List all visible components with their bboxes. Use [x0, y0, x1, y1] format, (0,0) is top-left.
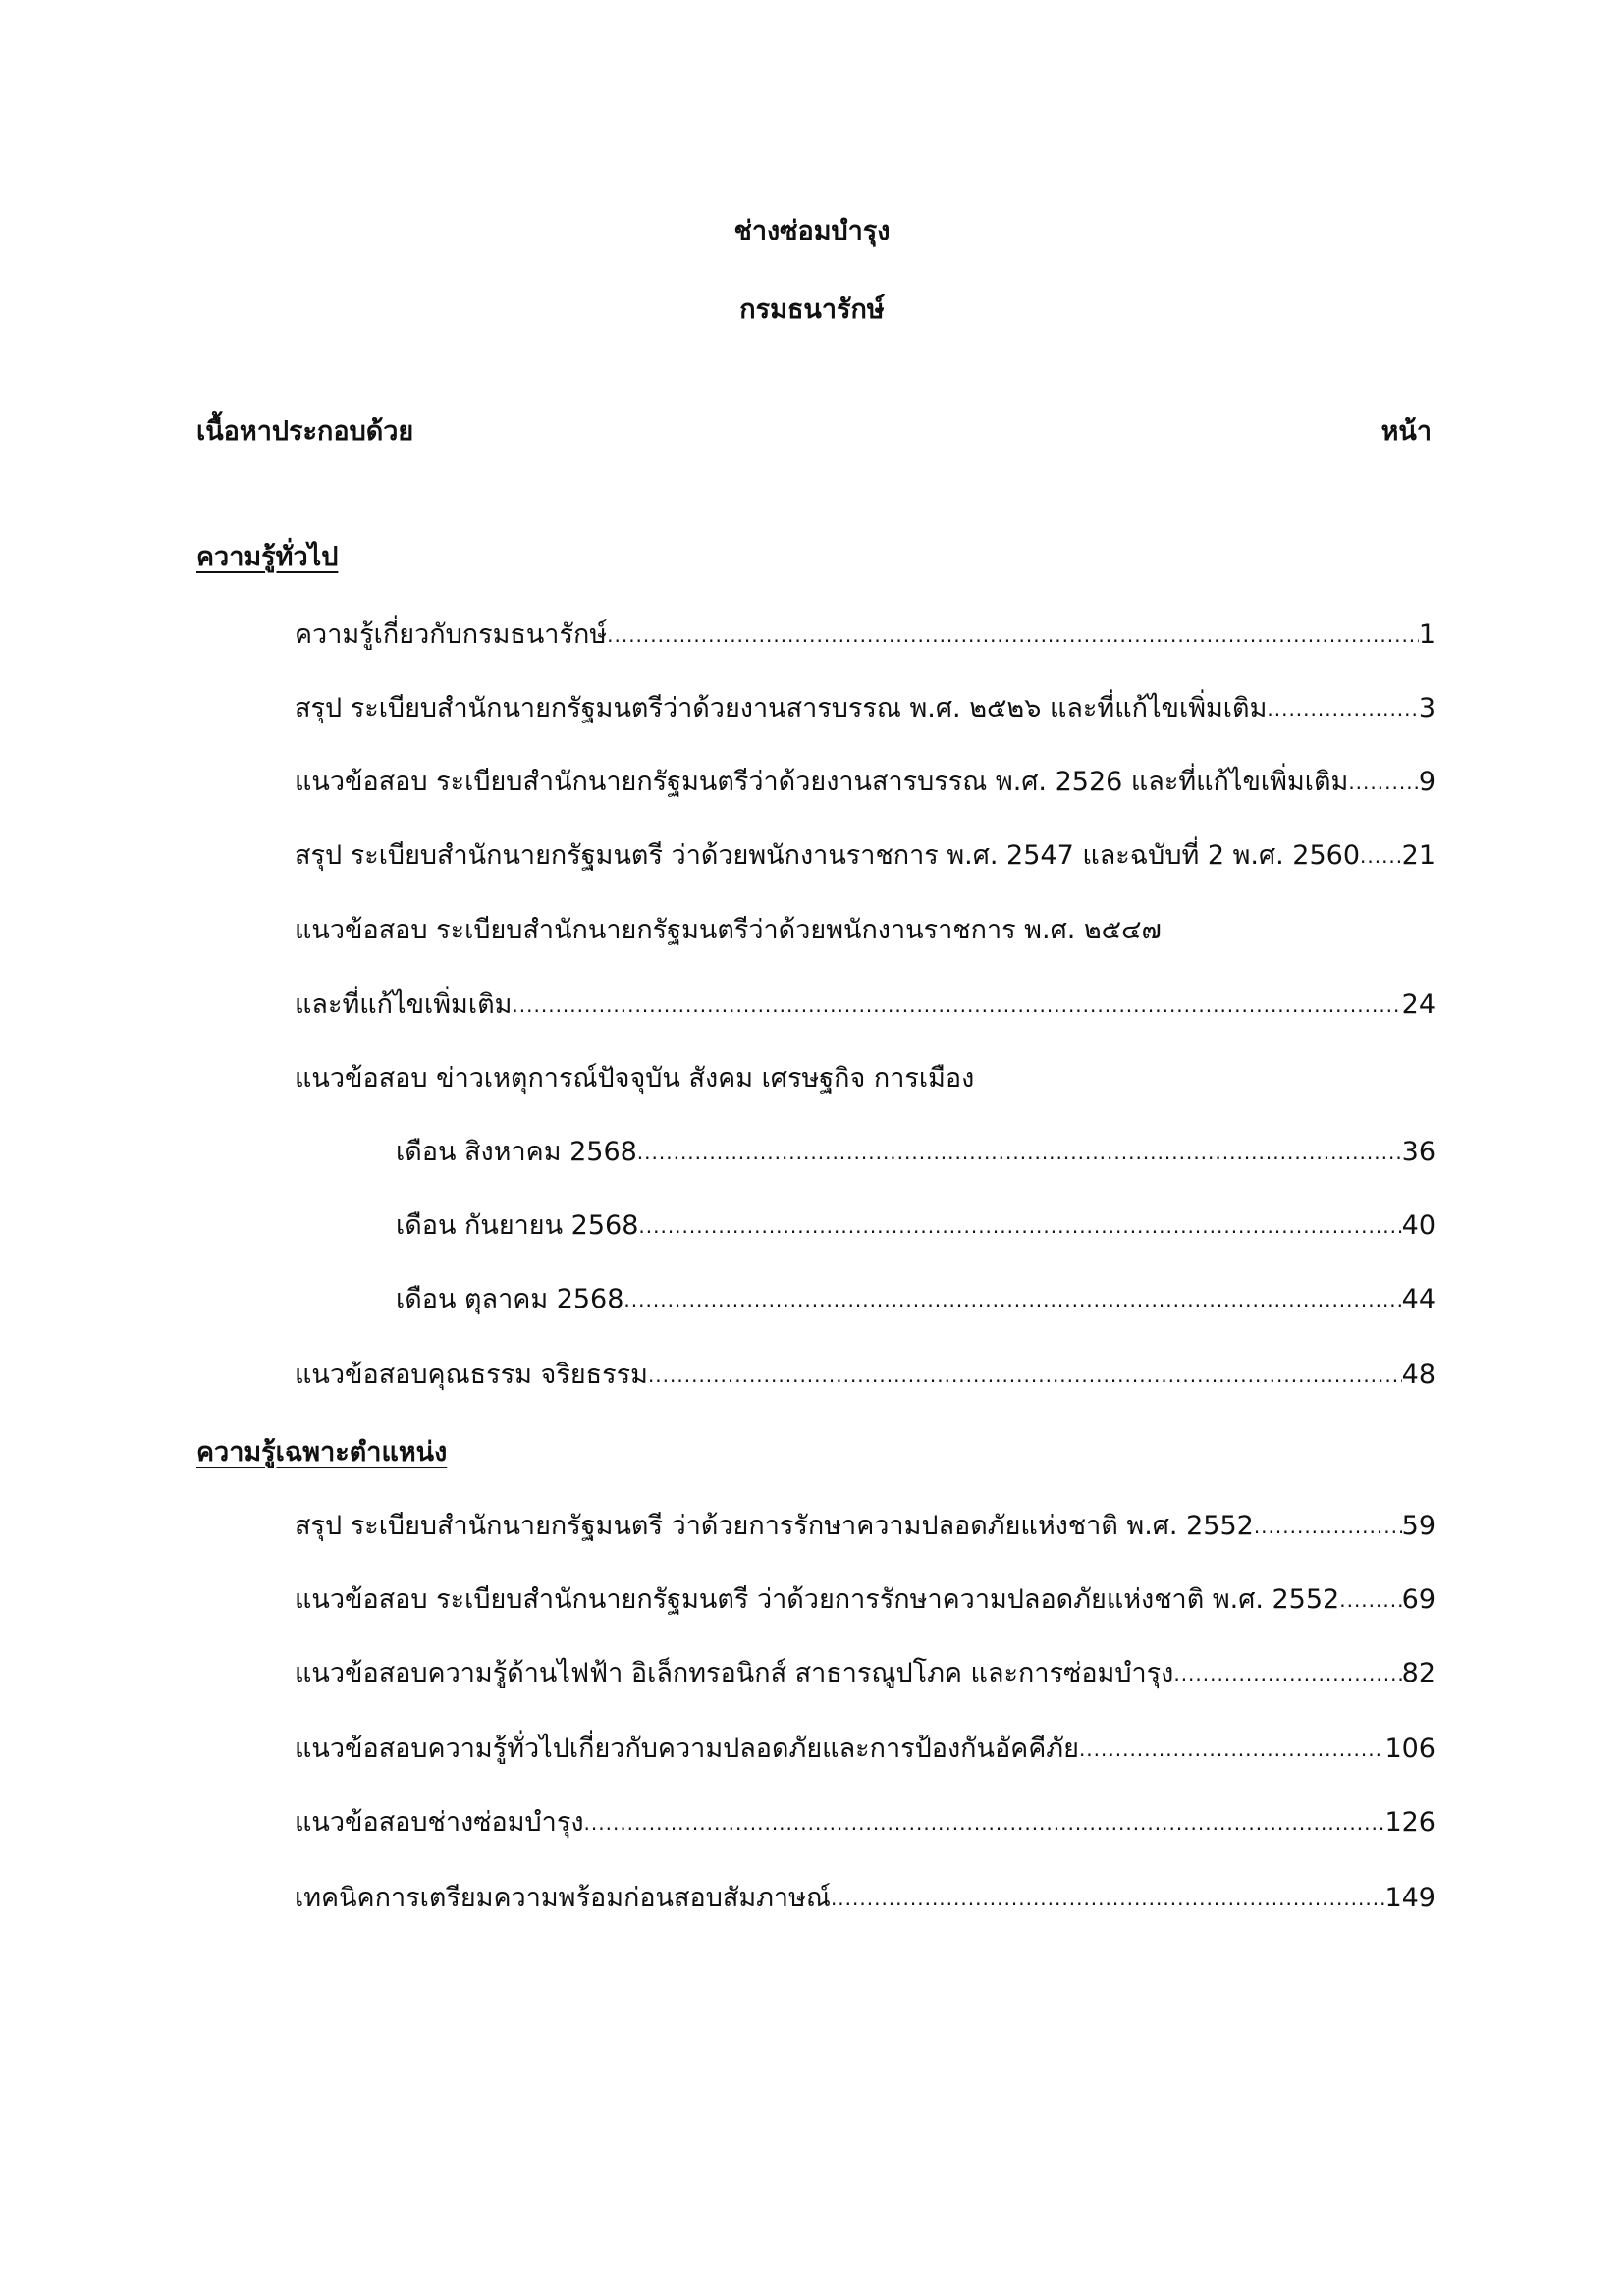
dot-leader	[1079, 1728, 1385, 1771]
toc-entry-page: 21	[1401, 840, 1435, 871]
toc-entry-label: แนวข้อสอบช่างซ่อมบำรุง	[295, 1807, 584, 1838]
page-column-heading: หน้า	[1380, 416, 1432, 447]
toc-entry-label: สรุป ระเบียบสำนักนายกรัฐมนตรี ว่าด้วยการรักษาความปลอดภัยแห่งชาติ พ.ศ. 2552	[295, 1511, 1254, 1541]
toc-entry-page: 9	[1418, 767, 1435, 797]
dot-leader	[1339, 1578, 1401, 1622]
toc-entry-label: แนวข้อสอบความรู้ด้านไฟฟ้า อิเล็กทรอนิกส์ สาธารณูปโภค และการซ่อมบำรุง	[295, 1658, 1174, 1688]
toc-entry-page: 126	[1384, 1807, 1435, 1838]
toc-entry[interactable]	[295, 1652, 1435, 1695]
dot-leader	[1348, 761, 1418, 804]
dot-leader	[1360, 834, 1402, 878]
toc-entry-label: แนวข้อสอบ ระเบียบสำนักนายกรัฐมนตรีว่าด้วยงานสารบรรณ พ.ศ. 2526 และที่แก้ไขเพิ่มเติม	[295, 767, 1349, 797]
toc-entry-label: สรุป ระเบียบสำนักนายกรัฐมนตรีว่าด้วยงานสารบรรณ พ.ศ. ๒๕๒๖ และที่แก้ไขเพิ่มเติม	[295, 693, 1268, 723]
toc-entry-heading: แนวข้อสอบ ระเบียบสำนักนายกรัฐมนตรีว่าด้วยพนักงานราชการ พ.ศ. ๒๕๔๗	[295, 915, 1162, 945]
toc-entry[interactable]	[295, 834, 1435, 878]
dot-leader	[831, 1877, 1385, 1920]
toc-entry-label: สรุป ระเบียบสำนักนายกรัฐมนตรี ว่าด้วยพนักงานราชการ พ.ศ. 2547 และฉบับที่ 2 พ.ศ. 2560	[295, 840, 1360, 871]
dot-leader	[648, 1354, 1402, 1397]
toc-entry[interactable]	[295, 687, 1435, 730]
document-title: ช่างซ่อมบำรุง	[733, 216, 891, 246]
dot-leader	[512, 984, 1401, 1027]
section-heading: ความรู้เฉพาะตำแหน่ง	[196, 1437, 448, 1468]
toc-entry-page: 59	[1401, 1511, 1435, 1541]
toc-entry-label: แนวข้อสอบ ระเบียบสำนักนายกรัฐมนตรี ว่าด้วยการรักษาความปลอดภัยแห่งชาติ พ.ศ. 2552	[295, 1584, 1340, 1615]
toc-entry-label: แนวข้อสอบความรู้ทั่วไปเกี่ยวกับความปลอดภัยและการป้องกันอัคคีภัย	[295, 1734, 1079, 1764]
toc-entry[interactable]	[396, 1204, 1435, 1248]
toc-entry-label: แนวข้อสอบคุณธรรม จริยธรรม	[295, 1360, 648, 1390]
toc-entry[interactable]	[295, 614, 1435, 657]
dot-leader	[607, 614, 1419, 657]
section-heading: ความรู้ทั่วไป	[196, 542, 339, 572]
toc-entry[interactable]	[295, 1578, 1435, 1622]
toc-entry-page: 149	[1384, 1883, 1435, 1913]
toc-entry-label: และที่แก้ไขเพิ่มเติม	[295, 989, 513, 1020]
dot-leader	[638, 1204, 1401, 1248]
toc-entry-label: เดือน สิงหาคม 2568	[396, 1137, 637, 1167]
toc-entry[interactable]	[295, 1728, 1435, 1771]
contents-heading: เนื้อหาประกอบด้วย	[196, 416, 414, 447]
toc-entry-label: เทคนิคการเตรียมความพร้อมก่อนสอบสัมภาษณ์	[295, 1883, 831, 1913]
toc-entry-label: เดือน กันยายน 2568	[396, 1210, 639, 1241]
dot-leader	[1267, 687, 1418, 730]
toc-entry[interactable]	[295, 1877, 1435, 1920]
document-subtitle: กรมธนารักษ์	[739, 294, 885, 325]
toc-entry-page: 106	[1384, 1734, 1435, 1764]
toc-entry[interactable]	[396, 1131, 1435, 1174]
toc-entry[interactable]	[396, 1278, 1435, 1321]
toc-entry-page: 44	[1401, 1284, 1435, 1314]
dot-leader	[1173, 1652, 1401, 1695]
dot-leader	[584, 1801, 1385, 1844]
toc-entry-label: ความรู้เกี่ยวกับกรมธนารักษ์	[295, 619, 608, 650]
toc-entry-page: 82	[1401, 1658, 1435, 1688]
toc-entry-page: 69	[1401, 1584, 1435, 1615]
toc-entry-label: เดือน ตุลาคม 2568	[396, 1284, 624, 1314]
toc-entry[interactable]	[295, 984, 1435, 1027]
dot-leader	[1254, 1505, 1402, 1548]
dot-leader	[623, 1278, 1401, 1321]
toc-entry-page: 40	[1401, 1210, 1435, 1241]
toc-entry-heading: แนวข้อสอบ ข่าวเหตุการณ์ปัจจุบัน สังคม เศรษฐกิจ การเมือง	[295, 1063, 975, 1094]
dot-leader	[637, 1131, 1402, 1174]
toc-entry-page: 24	[1401, 989, 1435, 1020]
toc-entry[interactable]	[295, 761, 1435, 804]
toc-entry-page: 48	[1401, 1360, 1435, 1390]
toc-entry[interactable]	[295, 1354, 1435, 1397]
toc-entry[interactable]	[295, 1801, 1435, 1844]
toc-entry-page: 3	[1418, 693, 1435, 723]
toc-entry[interactable]	[295, 1505, 1435, 1548]
toc-entry-page: 36	[1401, 1137, 1435, 1167]
toc-entry-page: 1	[1418, 619, 1435, 650]
